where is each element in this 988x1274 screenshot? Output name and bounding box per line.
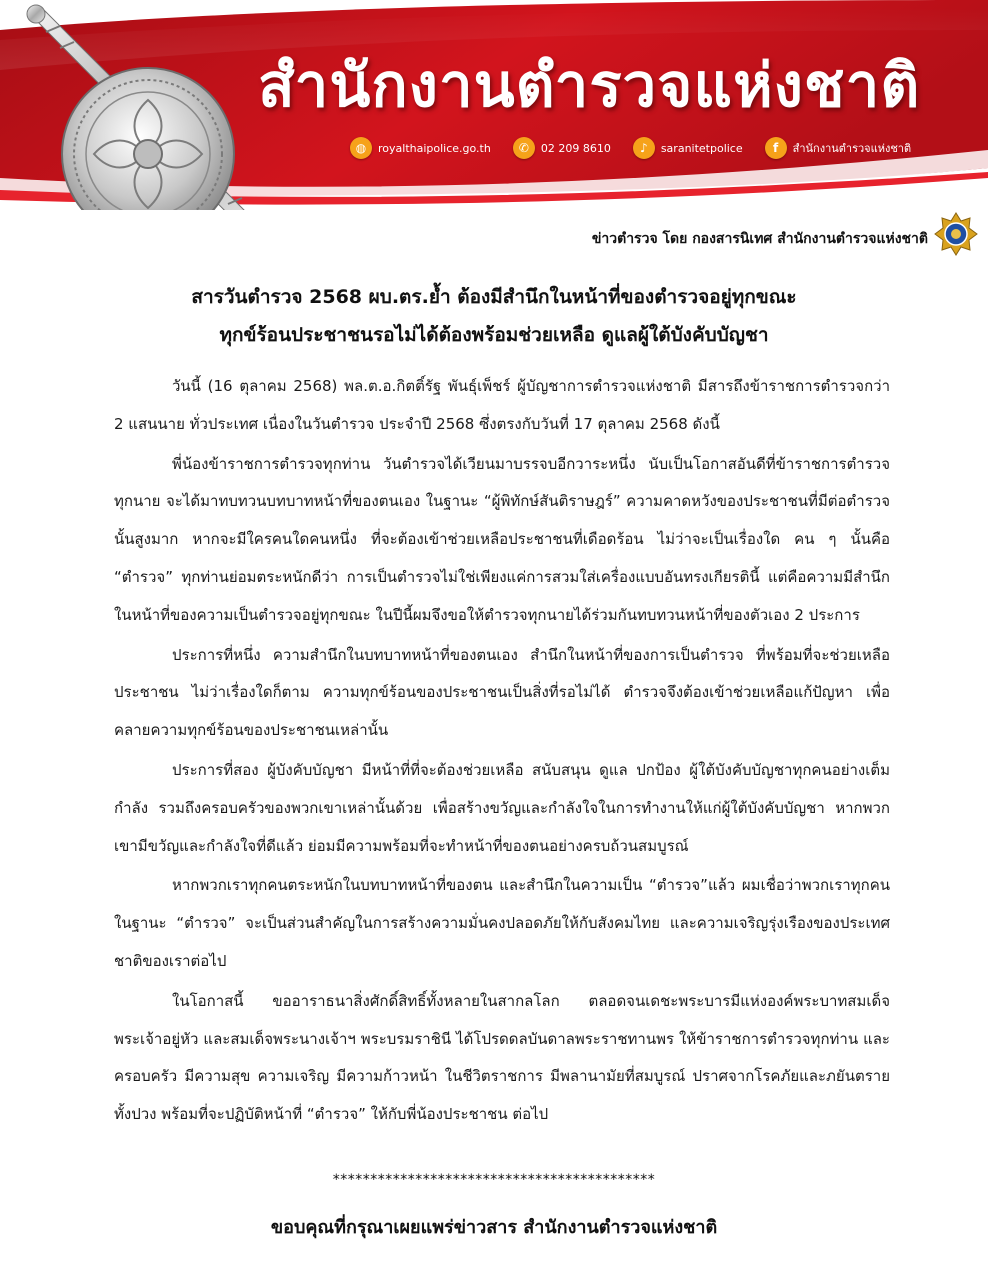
contact-bar: [350, 136, 911, 160]
contact-website[interactable]: [350, 137, 491, 159]
header-banner: [0, 0, 988, 210]
facebook-icon: f: [765, 137, 787, 159]
contact-phone[interactable]: [513, 137, 611, 159]
headline-line-1: สารวันตำรวจ 2568 ผบ.ตร.ย้ำ ต้องมีสำนึกในหน้าที่ของตำรวจอยู่ทุกขณะ: [191, 286, 797, 308]
source-line: ข่าวตำรวจ โดย กองสารนิเทศ สำนักงานตำรวจแห่งชาติ: [591, 231, 928, 247]
org-title: สำนักงานตำรวจแห่งชาติ: [258, 51, 921, 121]
contact-tiktok[interactable]: [633, 137, 743, 159]
tiktok-text: saranitetpolice: [660, 141, 743, 155]
paragraph: หากพวกเราทุกคนตระหนักในบทบาทหน้าที่ของตน และสำนึกในความเป็น “ตำรวจ”แล้ว ผมเชื่อว่าพวกเราทุกคน ในฐานะ “ตำรวจ” จะเป็นส่วนสำคัญในการสร้างความมั่นคงปลอดภัยให้กับสังคมไทย และความเจริญรุ่งเรืองของประเทศชาติของเราต่อไป: [114, 876, 890, 970]
paragraph: ประการที่สอง ผู้บังคับบัญชา มีหน้าที่ที่จะต้องช่วยเหลือ สนับสนุน ดูแล ปกป้อง ผู้ใต้บังคับบัญชาทุกคนอย่างเต็มกำลัง รวมถึงครอบครัวของพวกเขาเหล่านั้นด้วย เพื่อสร้างขวัญและกำลังใจในการทำงานให้แก่ผู้ใต้บังคับบัญชา หากพวกเขามีขวัญและกำลังใจที่ดีแล้ว ย่อมมีความพร้อมที่จะทำหน้าที่ของตนอย่างครบถ้วนสมบูรณ์: [114, 760, 890, 855]
closing-line: ขอบคุณที่กรุณาเผยแพร่ข่าวสาร สำนักงานตำรวจแห่งชาติ: [270, 1217, 718, 1238]
separator: *******************************************: [332, 1172, 656, 1188]
website-text: royalthaipolice.go.th: [378, 141, 491, 155]
paragraph: ประการที่หนึ่ง ความสำนึกในบทบาทหน้าที่ของตนเอง สำนึกในหน้าที่ของการเป็นตำรวจ ที่พร้อมที่จะช่วยเหลือประชาชน ไม่ว่าเรื่องใดก็ตาม ความทุกข์ร้อนของประชาชนเป็นสิ่งที่รอไม่ได้ ตำรวจจึงต้องเข้าช่วยเหลือแก้ปัญหา เพื่อคลายความทุกข์ร้อนของประชาชนเหล่านั้น: [114, 645, 890, 740]
police-badge-icon: [934, 212, 978, 256]
globe-icon: ◍: [350, 137, 372, 159]
phone-text: 02 209 8610: [540, 141, 611, 155]
headline-line-2: ทุกข์ร้อนประชาชนรอไม่ได้ต้องพร้อมช่วยเหลือ ดูแลผู้ใต้บังคับบัญชา: [219, 324, 769, 346]
article-body: [114, 368, 890, 1136]
paragraph: วันนี้ (16 ตุลาคม 2568) พล.ต.อ.กิตติ์รัฐ พันธุ์เพ็ชร์ ผู้บัญชาการตำรวจแห่งชาติ มีสารถึงข้าราชการตำรวจกว่า 2 แสนนาย ทั่วประเทศ เนื่องในวันตำรวจ ประจำปี 2568 ซึ่งตรงกับวันที่ 17 ตุลาคม 2568 ดังนี้: [114, 377, 890, 433]
tiktok-icon: ♪: [633, 137, 655, 159]
phone-icon: ✆: [513, 137, 535, 159]
paragraph: พี่น้องข้าราชการตำรวจทุกท่าน วันตำรวจได้เวียนมาบรรจบอีกวาระหนึ่ง นับเป็นโอกาสอันดีที่ข้าราชการตำรวจทุกนาย จะได้มาทบทวนบทบาทหน้าที่ของตนเอง ในฐานะ “ผู้พิทักษ์สันติราษฎร์” ความคาดหวังของประชาชนที่มีต่อตำรวจนั้นสูงมาก หากจะมีใครคนใดคนหนึ่ง ที่จะต้องเข้าช่วยเหลือประชาชนที่เดือดร้อน ไม่ว่าจะเป็นเรื่องใด คน ๆ นั้นคือ “ตำรวจ” ทุกท่านย่อมตระหนักดีว่า การเป็นตำรวจไม่ใช่เพียงแค่การสวมใส่เครื่องแบบอันทรงเกียรตินี้ แต่คือความมีสำนึกในหน้าที่ของความเป็นตำรวจอยู่ทุกขณะ ในปีนี้ผมจึงขอให้ตำรวจทุกนายได้ร่วมกันทบทวนหน้าที่ของตัวเอง 2 ประการ: [114, 454, 890, 624]
police-seal-icon: [60, 66, 236, 210]
facebook-text: สำนักงานตำรวจแห่งชาติ: [792, 142, 912, 155]
paragraph: ในโอกาสนี้ ขออาราธนาสิ่งศักดิ์สิทธิ์ทั้งหลายในสากลโลก ตลอดจนเดชะพระบารมีแห่งองค์พระบาทสมเด็จพระเจ้าอยู่หัว และสมเด็จพระนางเจ้าฯ พระบรมราชินี ได้โปรดดลบันดาลพระราชทานพร ให้ข้าราชการตำรวจทุกท่าน และครอบครัว มีความสุข ความเจริญ มีความก้าวหน้า ในชีวิตราชการ มีพลานามัยที่สมบูรณ์ ปราศจากโรคภัยและภยันตรายทั้งปวง พร้อมที่จะปฏิบัติหน้าที่ “ตำรวจ” ให้กับพี่น้องประชาชน ต่อไป: [114, 991, 890, 1124]
contact-facebook[interactable]: [765, 137, 912, 159]
